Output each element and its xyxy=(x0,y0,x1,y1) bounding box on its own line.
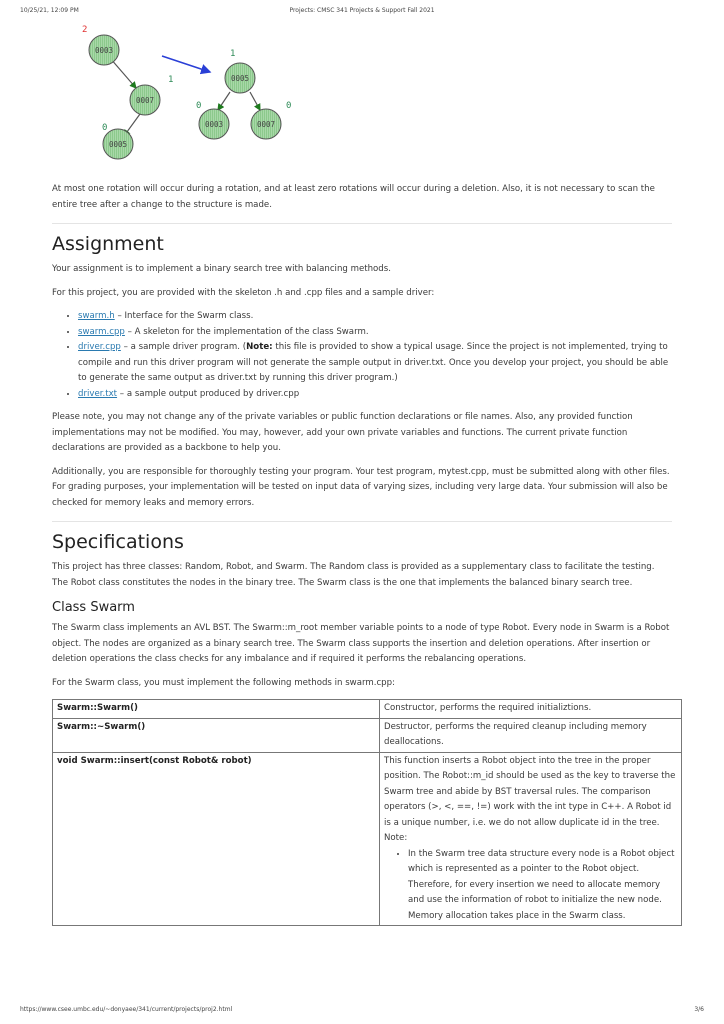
divider xyxy=(52,521,672,522)
table-row xyxy=(53,718,682,752)
method-signature: void Swarm::insert(const Robot& robot) xyxy=(53,752,380,926)
height-label: 0 xyxy=(196,101,202,111)
list-item: • In the Swarm tree data structure every node is a Robot object which is represented as a pointer to the Robot object. Therefore, for every insertion we need to allocate memory and use the information of robot to initialize the new node. Memory allocation takes place in the Swarm class. xyxy=(408,847,677,925)
tree-node xyxy=(251,109,281,139)
method-description: Destructor, performs the required cleanup including memory deallocations. xyxy=(380,718,682,752)
svg-text:0003: 0003 xyxy=(94,46,114,55)
tree-node xyxy=(225,63,255,93)
link-driver-cpp[interactable]: driver.cpp xyxy=(78,342,121,352)
method-description: This function inserts a Robot object into the tree in the proper position. The Robot::m_id should be used as the key to traverse the Swarm tree and abide by BST traversal rules. The comparison operators (>, <, ==, !=) work with the int type in C++. A Robot id is a unique number, i.e. we do not allow duplicate id in the tree. xyxy=(384,755,676,828)
method-signature: Swarm::~Swarm() xyxy=(53,718,380,752)
height-label: 2 xyxy=(82,25,88,35)
svg-text:0003: 0003 xyxy=(204,120,224,129)
svg-text:0005: 0005 xyxy=(108,140,128,149)
svg-text:0007: 0007 xyxy=(135,96,155,105)
methods-table xyxy=(52,699,682,926)
page-url: https://www.csee.umbc.edu/~donyaee/341/current/projects/proj2.html xyxy=(20,1006,233,1013)
list-item xyxy=(78,387,672,403)
list-item-desc: – A skeleton for the implementation of the class Swarm. xyxy=(124,326,369,337)
note-list xyxy=(384,847,677,925)
print-header xyxy=(20,7,704,19)
edge-right-0005-0003 xyxy=(218,92,230,110)
assignment-heading: Assignment xyxy=(52,233,164,255)
rotation-arrow xyxy=(162,56,210,72)
print-footer xyxy=(20,1006,704,1016)
class-swarm-heading: Class Swarm xyxy=(52,600,135,615)
assignment-paragraph: For this project, you are provided with the skeleton .h and .cpp files and a sample driver: xyxy=(52,287,435,298)
height-label: 1 xyxy=(168,75,174,85)
intro-paragraph: At most one rotation will occur during a rotation, and at least zero rotations will occur during a deletion. Also, it is not necessary to scan the entire tree after a change to the structure is made. xyxy=(52,184,655,210)
tree-node xyxy=(199,109,229,139)
assignment-paragraph: Your assignment is to implement a binary search tree with balancing methods. xyxy=(52,264,391,274)
specifications-heading: Specifications xyxy=(52,531,184,553)
svg-text:0005: 0005 xyxy=(230,74,250,83)
list-item-desc: this file is provided to show a typical usage. Since the project is not implemented, trying to compile and run this driver program will not generate the sample output in driver.txt. Once you develop your project, you should be able to generate the same output as driver.txt by running this driver program.) xyxy=(78,342,669,383)
print-datetime: 10/25/21, 12:09 PM xyxy=(20,7,79,14)
table-row xyxy=(53,752,682,926)
edge-right-0005-0007 xyxy=(250,92,260,110)
tree-node xyxy=(103,129,133,159)
assignment-paragraph: Please note, you may not change any of the private variables or public function declarations or file names. Also, any provided function implementations may not be modified. You may, however, add your own private variables and functions. The current private function declarations are provided as a backbone to help you. xyxy=(52,412,633,453)
method-description-cell xyxy=(380,752,682,926)
link-swarm-cpp[interactable]: swarm.cpp xyxy=(78,326,125,337)
list-item-desc: – Interface for the Swarm class. xyxy=(114,311,254,321)
specifications-paragraph: The Swarm class implements an AVL BST. The Swarm::m_root member variable points to a node of type Robot. Every node in Swarm is a Robot object. The nodes are organized as a binary search tree. The Swarm class supports the insertion and deletion operations. After insertion or deletion operations the class checks for any imbalance and if required it performs the rebalancing operations. xyxy=(52,623,670,664)
note-label: Note: xyxy=(246,342,273,352)
link-swarm-h[interactable]: swarm.h xyxy=(78,311,115,321)
height-label: 0 xyxy=(286,101,292,111)
page-number: 3/6 xyxy=(694,1006,704,1013)
list-item xyxy=(78,340,672,387)
page-content xyxy=(52,182,676,926)
link-driver-txt[interactable]: driver.txt xyxy=(78,388,118,399)
specifications-paragraph: This project has three classes: Random, Robot, and Swarm. The Random class is provided as a supplementary class to facilitate the testing. The Robot class constitutes the nodes in the binary tree. The Swarm class is the one that implements the balanced binary search tree. xyxy=(52,562,655,588)
height-label: 1 xyxy=(230,49,236,59)
note-label: Note: xyxy=(384,833,408,843)
svg-text:0007: 0007 xyxy=(256,120,276,129)
avl-rotation-diagram xyxy=(80,20,320,180)
divider xyxy=(52,223,672,224)
specifications-paragraph: For the Swarm class, you must implement the following methods in swarm.cpp: xyxy=(52,677,395,688)
list-item xyxy=(78,309,672,325)
assignment-paragraph: Additionally, you are responsible for thoroughly testing your program. Your test program, mytest.cpp, must be submitted along with other files. For grading purposes, your implementation will be tested on input data of varying sizes, including very large data. Your submission will also be checked for memory leaks and memory errors. xyxy=(52,466,670,508)
method-description: Constructor, performs the required initializtions. xyxy=(380,700,682,719)
list-item-desc: – a sample driver program. ( xyxy=(120,342,247,352)
list-item-desc: – a sample output produced by driver.cpp xyxy=(117,388,300,399)
tree-node xyxy=(130,85,160,115)
print-title: Projects: CMSC 341 Projects & Support Fall 2021 xyxy=(289,7,435,14)
height-label: 0 xyxy=(102,123,108,133)
tree-node xyxy=(89,35,119,65)
list-item xyxy=(78,325,672,341)
table-row xyxy=(53,700,682,719)
provided-files-list xyxy=(52,309,672,402)
method-signature: Swarm::Swarm() xyxy=(53,700,380,719)
edge-left-0003-0007 xyxy=(110,58,136,88)
